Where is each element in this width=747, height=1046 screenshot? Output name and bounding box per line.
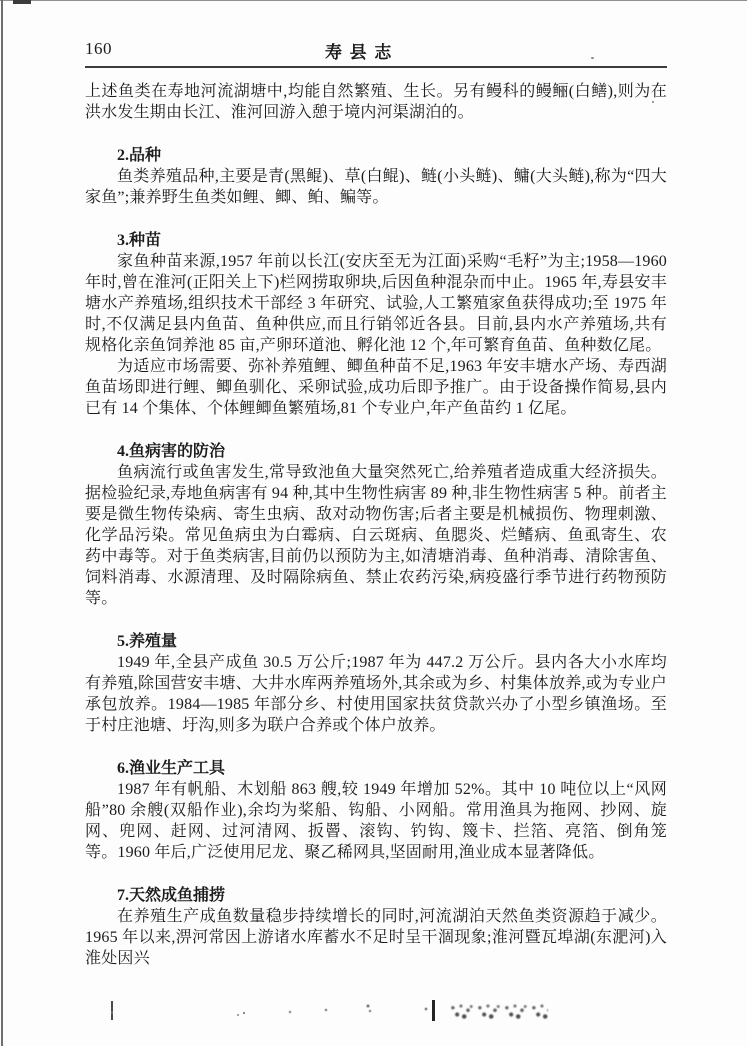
- section-heading-culture-volume: 5.养殖量: [117, 633, 178, 650]
- scan-artifact-smudge: [448, 999, 548, 1024]
- header-rule: [85, 66, 667, 68]
- section-heading-breeds: 2.品种: [117, 147, 162, 164]
- scan-speck: [652, 101, 654, 103]
- scan-artifact-tick: [111, 1001, 113, 1020]
- section-heading-fishing-tools: 6.渔业生产工具: [117, 760, 226, 777]
- section-heading-wild-fish-catch: 7.天然成鱼捕捞: [117, 887, 226, 904]
- paragraph-fishing-tools: 1987 年有帆船、木划船 863 艘,较 1949 年增加 52%。其中 10 吨位以上“风网船”80 余艘(双船作业),余均为桨船、钩船、小网船。常用渔具为拖网、抄网、旋网、兜网、赶网、过河清网、扳罾、滚钩、钓钩、篾卡、拦箔、亮箔、倒角笼等。1960 年后,广泛使用尼龙、聚乙稀网具,坚固耐用,渔业成本显著降低。: [85, 781, 667, 861]
- scan-speck: [591, 57, 594, 59]
- paragraph-breeds: 鱼类养殖品种,主要是青(黑鲲)、草(白鲲)、鲢(小头鲢)、鳙(大头鲢),称为“四大家鱼”;兼养野生鱼类如鲤、鲫、鲌、鳊等。: [85, 168, 667, 206]
- scan-edge-left: [1, 0, 3, 1046]
- scan-artifact-specks: [243, 1012, 245, 1014]
- section-heading-fry: 3.种苗: [117, 232, 162, 249]
- book-title: 寿县志: [325, 43, 399, 62]
- scan-artifact-tick: [432, 1000, 435, 1021]
- paragraph-disease-control: 鱼病流行或鱼害发生,常导致池鱼大量突然死亡,给养殖者造成重大经济损失。据检验纪录,寿地鱼病害有 94 种,其中生物性病害 89 种,非生物性病害 5 种。前者主要是微生物传染病、寄生虫病、敌对动物伤害;后者主要是机械损伤、物理刺激、化学品污染。常见鱼病虫为白霉病、白云斑病、鱼腮炎、烂鳍病、鱼虱寄生、农药中毒等。对于鱼类病害,目前仍以预防为主,如清塘消毒、鱼种消毒、清除害鱼、饲料消毒、水源清理、及时隔除病鱼、禁止农药污染,病疫盛行季节进行药物预防等。: [85, 464, 667, 607]
- page-number: 160: [85, 39, 112, 58]
- paragraph-intro-continuation: 上述鱼类在寿地河流湖塘中,均能自然繁殖、生长。另有鳗科的鳗鲡(白鳝),则为在洪水发生期由长江、淮河回游入憩于境内河渠湖泊的。: [85, 83, 667, 121]
- paragraph-fry-2: 为适应市场需要、弥补养殖鲤、鲫鱼种苗不足,1963 年安丰塘水产场、寿西湖鱼苗场即进行鲤、鲫鱼驯化、采卵试验,成功后即予推广。由于设备操作简易,县内已有 14 个集体、个体鲤鲫鱼繁殖场,81 个专业户,年产鱼苗约 1 亿尾。: [85, 358, 667, 417]
- scan-corner-mark: [13, 0, 31, 4]
- paragraph-wild-fish-catch: 在养殖生产成鱼数量稳步持续增长的同时,河流湖泊天然鱼类资源趋于减少。1965 年以来,淠河常因上游诸水库蓄水不足时呈干涸现象;淮河暨瓦埠湖(东淝河)入淮处因兴: [85, 908, 667, 967]
- paragraph-fry-1: 家鱼种苗来源,1957 年前以长江(安庆至无为江面)采购“毛籽”为主;1958—1960 年时,曾在淮河(正阳关上下)栏网捞取卵块,后因鱼种混杂而中止。1965 年,寿县安丰塘水产养殖场,组织技术干部经 3 年研究、试验,人工繁殖家鱼获得成功;至 1975 年时,不仅满足县内鱼苗、鱼种供应,而且行销邻近各县。目前,县内水产养殖场,共有规格化亲鱼饲养池 85 亩,产卵环道池、孵化池 12 个,年可繁育鱼苗、鱼种数亿尾。: [85, 253, 667, 354]
- running-head: [85, 0, 667, 62]
- section-heading-disease-control: 4.鱼病害的防治: [117, 443, 226, 460]
- paragraph-culture-volume: 1949 年,全县产成鱼 30.5 万公斤;1987 年为 447.2 万公斤。县内各大小水库均有养殖,除国营安丰塘、大井水库两养殖场外,其余或为乡、村集体放养,或为专业户承包放养。1984—1985 年部分乡、村使用国家扶贫贷款兴办了小型乡镇渔场。至于村庄池塘、圩沟,则多为联户合养或个体户放养。: [85, 654, 667, 734]
